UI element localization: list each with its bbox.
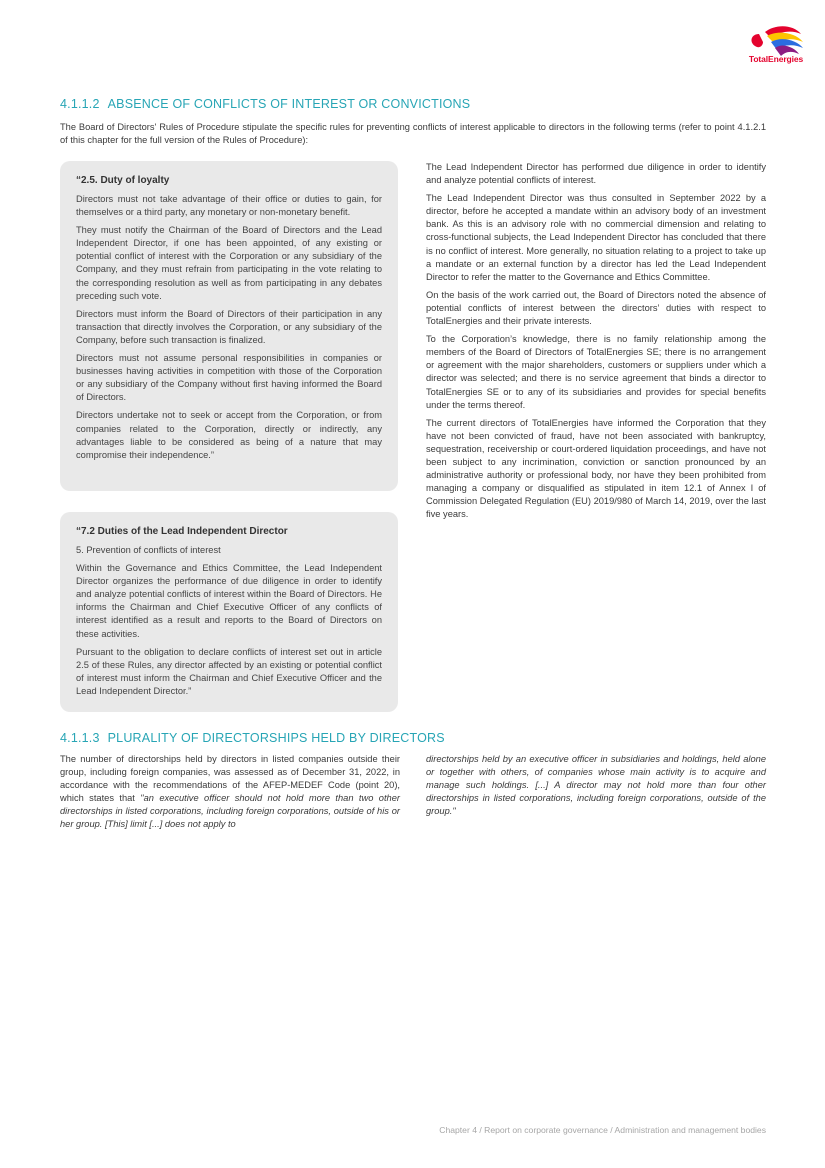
section-heading-conflicts xyxy=(60,97,470,111)
directorships-right-column xyxy=(426,753,766,823)
body-paragraph xyxy=(60,753,400,832)
box-heading: “2.5. Duty of loyalty xyxy=(76,175,170,186)
box-paragraph: Within the Governance and Ethics Committee, the Lead Independent Director organizes the performance of due diligence in order to identify and analyze potential conflicts of interest within the Board of Directors. He informs the Chairman and Chief Executive Officer of any conflicts of interest identified as a result and reports to the Board of Directors on these activities. xyxy=(76,563,382,639)
body-paragraph: The current directors of TotalEnergies have informed the Corporation that they have not been convicted of fraud, have not been associated with bankruptcy, sequestration, receivership or court-ordered liquidation proceedings, and have not been subject to any incrimination, conviction or sanction pronounced by an administrative authority or professional body, nor have they been prohibited from managing a company or disqualified as stipulated in item 12.1 of Annex I of Commission Delegated Regulation (EU) 2019/980 of March 14, 2019, over the last five years. xyxy=(426,417,766,520)
quote-box-lead-independent-director xyxy=(60,512,398,712)
box-heading: “7.2 Duties of the Lead Independent Director xyxy=(76,526,288,537)
box-paragraph: Directors must not take advantage of their office or duties to gain, for themselves or a third party, any monetary or non-monetary benefit. xyxy=(76,194,382,218)
section-number: 4.1.1.2 xyxy=(60,97,100,111)
right-column xyxy=(426,161,766,526)
section-number: 4.1.1.3 xyxy=(60,731,100,745)
section-title: ABSENCE OF CONFLICTS OF INTEREST OR CONVICTIONS xyxy=(107,97,471,111)
box-paragraph: Directors must not assume personal responsibilities in companies or businesses having activities in competition with those of the Corporation or any subsidiary of the Company without first having informed the Board of Directors. xyxy=(76,353,382,403)
box-paragraph: They must notify the Chairman of the Board of Directors and the Lead Independent Director, if one has been appointed, of any existing or potential conflict of interest with the Corporation or any subsidiary of the Company, and they must refrain from participating in the vote relating to the corresponding resolution as well as from participating in any debates preceding such vote. xyxy=(76,225,382,301)
body-paragraph xyxy=(426,753,766,818)
body-text: The number of directorships held by directors in listed companies outside their group, including foreign companies, was assessed as of December 31, 2022, in accordance with the recommendations of the AFEP-MEDEF Code (point 20), which states that xyxy=(60,754,400,804)
body-paragraph: The Lead Independent Director was thus consulted in September 2022 by a director, before he accepted a mandate within an advisory body of an investment bank. As this is an advisory role with no commercial dimension and relating to cross-functional subjects, the Lead Independent Director has concluded that there is no conflict of interest. More generally, no situation relating to a project to take up a mandate or an external function by a director has led the Lead Independent Director to refer the matter to the Governance and Ethics Committee. xyxy=(426,193,766,282)
body-paragraph: To the Corporation’s knowledge, there is no family relationship among the members of the Board of Directors of TotalEnergies SE; there is no arrangement or agreement with the major shareholders, customers or suppliers under which a director was selected; and there is no service agreement that binds a director to TotalEnergies SE or to any of its subsidiaries and provides for special benefits under the terms thereof. xyxy=(426,334,766,410)
box-paragraph: Pursuant to the obligation to declare conflicts of interest set out in article 2.5 of these Rules, any director affected by an existing or potential conflict of interest must inform the Chairman and Chief Executive Officer and the Lead Independent Director.” xyxy=(76,646,382,696)
box-paragraph: Directors undertake not to seek or accept from the Corporation, or from companies related to the Corporation, directly or indirectly, any advantages liable to be considered as being of a nature that may compromise their independence.” xyxy=(76,410,382,460)
intro-text: The Board of Directors' Rules of Procedure stipulate the specific rules for preventing conflicts of interest applicable to directors in the following terms (refer to point 4.1.2.1 of this chapter for the full version of the Rules of Procedure): xyxy=(60,122,766,146)
section-title: PLURALITY OF DIRECTORSHIPS HELD BY DIRECTORS xyxy=(107,731,445,745)
afep-medef-quote-continued: directorships held by an executive officer in subsidiaries and holdings, held alone or together with others, of companies whose main activity is to acquire and manage such holdings. [...] A director may not hold more than four other directorships in listed corporations, including foreign corporations, outside of the group." xyxy=(426,754,766,817)
section-heading-directorships xyxy=(60,731,445,745)
quote-box-duty-of-loyalty xyxy=(60,161,398,491)
body-paragraph: On the basis of the work carried out, the Board of Directors noted the absence of potential conflicts of interest between the directors’ duties with respect to TotalEnergies and their private interests. xyxy=(426,289,766,327)
intro-paragraph xyxy=(60,121,766,147)
box-subheading: 5. Prevention of conflicts of interest xyxy=(76,545,221,555)
logo-wordmark: TotalEnergies xyxy=(748,54,804,64)
body-paragraph: The Lead Independent Director has performed due diligence in order to identify and analyze potential conflicts of interest. xyxy=(426,162,766,186)
box-paragraph: Directors must inform the Board of Directors of their participation in any transaction that directly involves the Corporation, or any subsidiary of the Company, before such transaction is finalized. xyxy=(76,308,382,345)
afep-medef-quote: "an executive officer should not hold more than two other directorships in listed corporations, including foreign corporations, outside of his or her group. [This] limit [...] does not apply to xyxy=(60,793,400,830)
directorships-left-column xyxy=(60,753,400,837)
page-footer: Chapter 4 / Report on corporate governance / Administration and management bodies xyxy=(439,1125,766,1135)
